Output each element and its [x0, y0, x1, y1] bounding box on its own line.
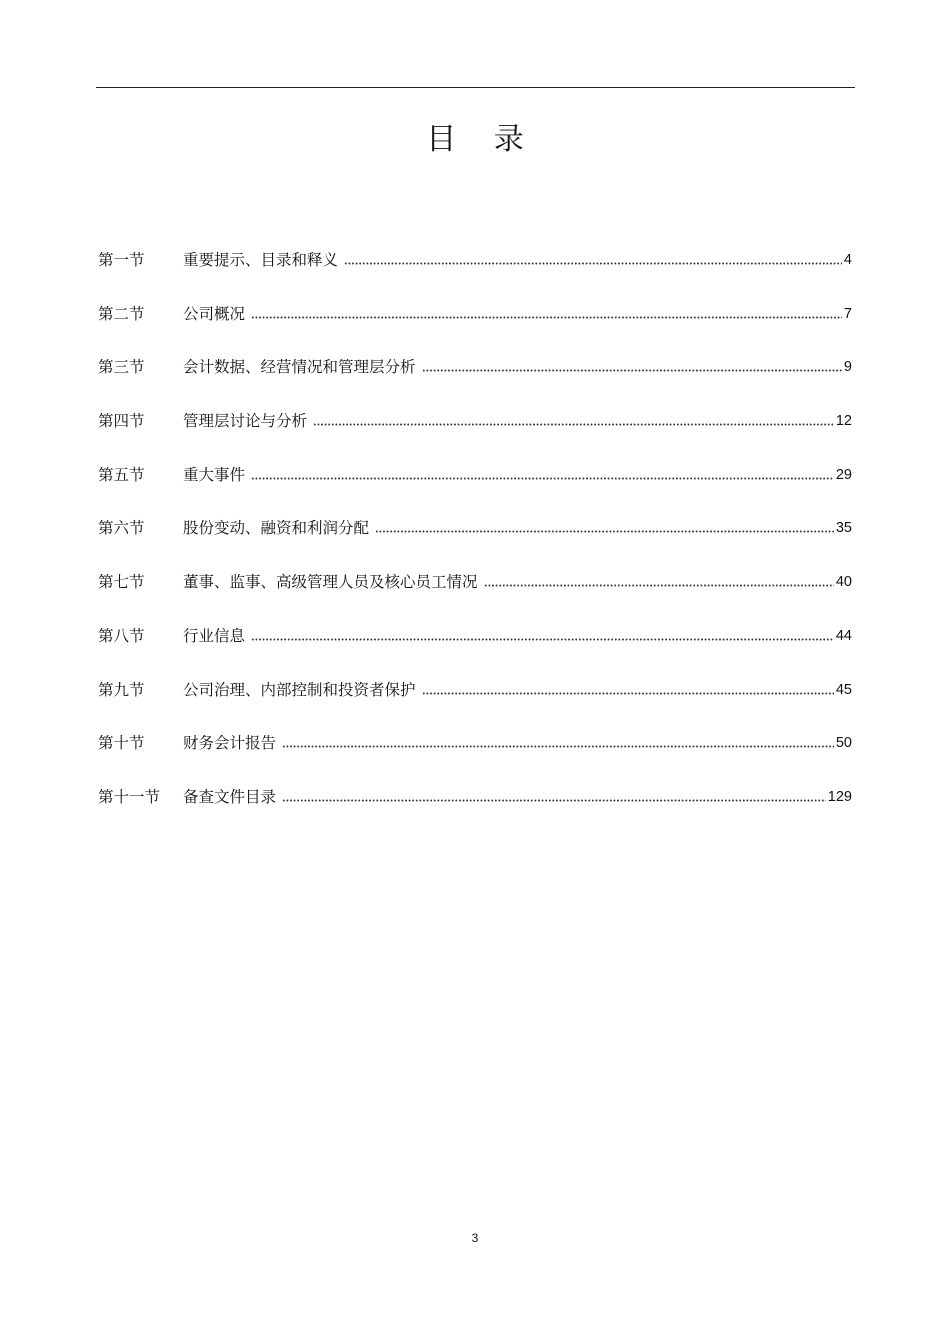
header-rule	[96, 87, 855, 88]
toc-dot-leader	[282, 727, 834, 748]
page-title: 目 录	[426, 122, 538, 157]
toc-dot-leader	[344, 244, 842, 265]
toc-page-number: 9	[843, 359, 852, 376]
toc-section-title: 会计数据、经营情况和管理层分析	[183, 358, 416, 377]
toc-section-title: 财务会计报告	[183, 734, 277, 753]
toc-dot-leader	[282, 781, 826, 802]
toc-page-number: 12	[835, 413, 852, 430]
toc-section-title: 公司治理、内部控制和投资者保护	[183, 680, 416, 699]
toc-dot-leader	[251, 459, 834, 480]
toc-section-title: 股份变动、融资和利润分配	[183, 519, 370, 538]
toc-page-number: 45	[835, 681, 852, 698]
toc-page-number: 4	[843, 252, 852, 268]
toc-entry[interactable]	[98, 674, 852, 728]
toc-page-number: 29	[835, 466, 852, 483]
toc-section-number: 第二节	[98, 304, 145, 323]
toc-page-number: 40	[835, 574, 852, 591]
toc-entry[interactable]	[98, 566, 852, 620]
toc-section-title: 重要提示、目录和释义	[183, 251, 339, 269]
toc-section-title: 管理层讨论与分析	[183, 412, 308, 431]
toc-dot-leader	[251, 620, 834, 641]
toc-dot-leader	[422, 351, 842, 372]
toc-entry[interactable]	[98, 298, 852, 352]
toc-entry[interactable]	[98, 405, 852, 459]
toc-page-number: 129	[827, 788, 852, 805]
toc-entry[interactable]	[98, 351, 852, 405]
toc-dot-leader	[251, 298, 842, 319]
toc-entry[interactable]	[98, 727, 852, 781]
table-of-contents	[98, 244, 852, 835]
toc-entry[interactable]	[98, 620, 852, 674]
toc-page-number: 44	[835, 627, 852, 644]
toc-section-title: 董事、监事、高级管理人员及核心员工情况	[183, 573, 478, 592]
toc-dot-leader	[422, 674, 834, 695]
toc-section-title: 重大事件	[183, 465, 246, 484]
toc-dot-leader	[313, 405, 834, 426]
page-number: 3	[471, 1231, 479, 1245]
toc-dot-leader	[375, 512, 834, 533]
toc-page-number: 7	[843, 305, 852, 322]
toc-section-title: 备查文件目录	[183, 787, 277, 806]
toc-section-title: 行业信息	[183, 626, 246, 645]
toc-page-number: 50	[835, 735, 852, 752]
toc-section-number: 第四节	[98, 412, 145, 431]
toc-section-title: 公司概况	[183, 304, 246, 323]
toc-entry[interactable]	[98, 512, 852, 566]
toc-section-number: 第八节	[98, 626, 145, 645]
toc-section-number: 第九节	[98, 680, 145, 699]
toc-page-number: 35	[835, 520, 852, 537]
toc-section-number: 第一节	[98, 251, 145, 269]
toc-dot-leader	[484, 566, 834, 587]
toc-entry[interactable]	[98, 781, 852, 835]
toc-section-number: 第六节	[98, 519, 145, 538]
toc-section-number: 第五节	[98, 465, 145, 484]
toc-section-number: 第三节	[98, 358, 145, 377]
toc-entry[interactable]	[98, 459, 852, 513]
toc-section-number: 第十节	[98, 734, 145, 753]
toc-entry[interactable]	[98, 244, 852, 298]
toc-section-number: 第十一节	[98, 787, 161, 806]
toc-section-number: 第七节	[98, 573, 145, 592]
